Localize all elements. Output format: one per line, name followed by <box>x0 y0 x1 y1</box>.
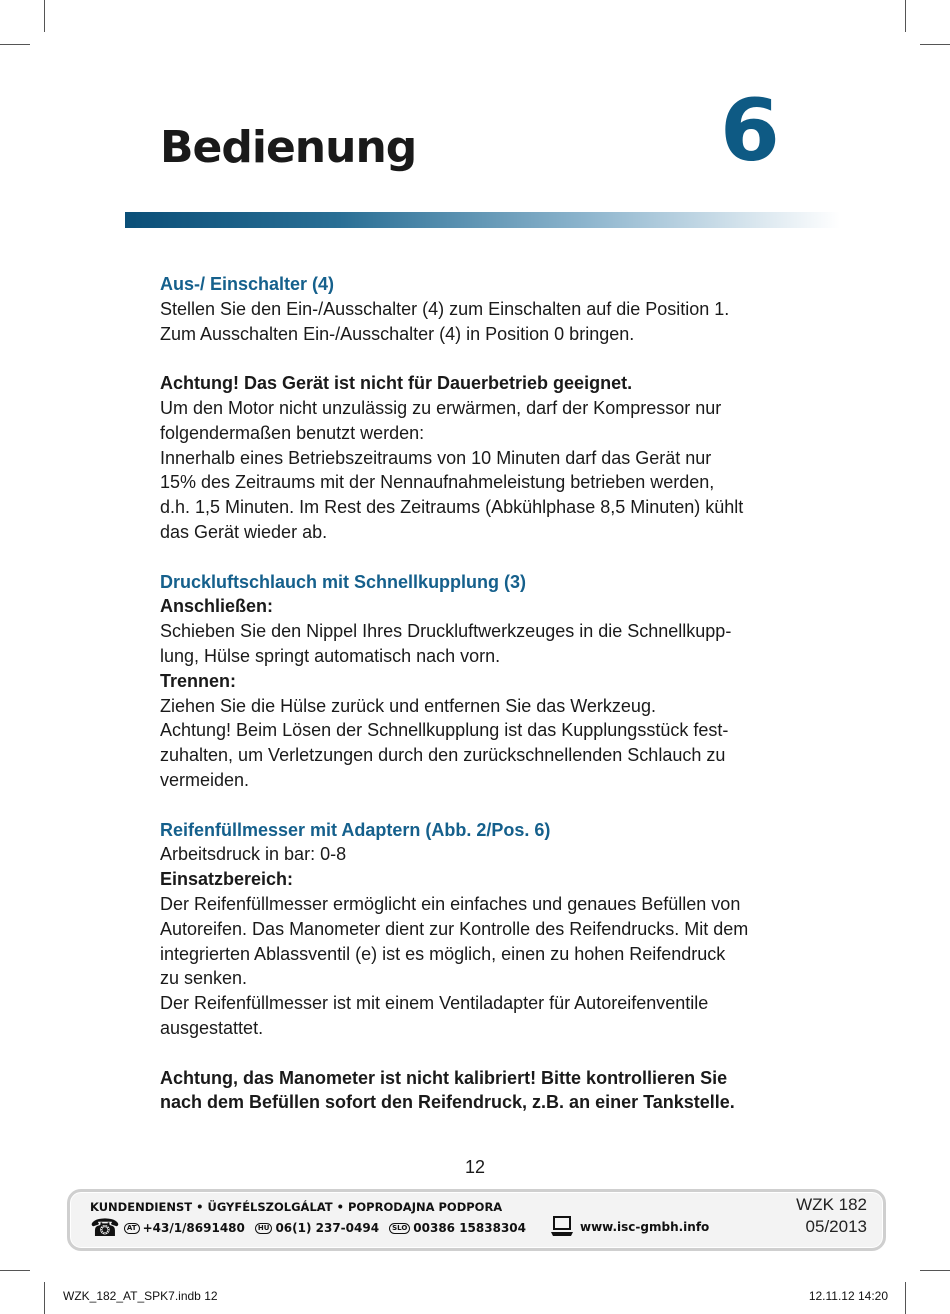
text-line: lung, Hülse springt automatisch nach vorn. <box>160 645 501 666</box>
text-line: d.h. 1,5 Minuten. Im Rest des Zeitraums (Abkühlphase 8,5 Minuten) kühlt <box>160 497 744 518</box>
crop-mark <box>905 1282 906 1314</box>
model-number: WZK 182 <box>796 1195 867 1214</box>
text-line: Um den Motor nicht unzulässig zu erwärmen, darf der Kompressor nur <box>160 397 722 418</box>
country-code-badge: AT <box>124 1223 140 1234</box>
connect-label: Anschließen: <box>160 596 274 617</box>
text-line: das Gerät wieder ab. <box>160 521 328 542</box>
section-heading-gauge: Reifenfüllmesser mit Adaptern (Abb. 2/Pos. 6) <box>160 819 551 840</box>
caution-heading: Achtung! Das Gerät ist nicht für Dauerbetrieb geeignet. <box>160 373 633 394</box>
text-line: folgendermaßen benutzt werden: <box>160 422 425 443</box>
pressure-line: Arbeitsdruck in bar: 0-8 <box>160 844 347 865</box>
section-heading-switch: Aus-/ Einschalter (4) <box>160 274 335 294</box>
page-number: 12 <box>464 1157 486 1177</box>
crop-mark <box>0 1270 30 1271</box>
text-line: Autoreifen. Das Manometer dient zur Kontrolle des Reifendrucks. Mit dem <box>160 918 749 939</box>
page-title: Bedienung <box>160 122 417 173</box>
service-label: KUNDENDIENST • ÜGYFÉLSZOLGÁLAT • POPRODAJNA PODPORA <box>90 1200 503 1214</box>
text-line: 15% des Zeitraums mit der Nennaufnahmeleistung betrieben werden, <box>160 472 715 493</box>
chapter-number: 6 <box>720 81 780 181</box>
crop-mark <box>44 0 45 32</box>
country-code-badge: HU <box>255 1223 273 1234</box>
usage-label: Einsatzbereich: <box>160 869 294 890</box>
print-slug-timestamp: 12.11.12 14:20 <box>808 1289 888 1303</box>
text-line: Der Reifenfüllmesser ermöglicht ein einfaches und genaues Befüllen von <box>160 893 741 914</box>
text-line: Zum Ausschalten Ein-/Ausschalter (4) in Position 0 bringen. <box>160 323 635 344</box>
text-line: zu senken. <box>160 968 248 989</box>
text-line: integrierten Ablassventil (e) ist es möglich, einen zu hohen Reifendruck <box>160 943 726 964</box>
text-line: Innerhalb eines Betriebszeitraums von 10 Minuten darf das Gerät nur <box>160 447 712 468</box>
text-line: zuhalten, um Verletzungen durch den zurückschnellenden Schlauch zu <box>160 745 726 766</box>
section-heading-hose: Druckluftschlauch mit Schnellkupplung (3) <box>160 571 527 592</box>
phone-number: 06(1) 237-0494 <box>275 1221 380 1235</box>
phone-row <box>90 1214 536 1242</box>
text-line: Schieben Sie den Nippel Ihres Druckluftwerkzeuges in die Schnellkupp- <box>160 621 732 642</box>
model-date: 05/2013 <box>805 1217 867 1236</box>
text-line: Stellen Sie den Ein-/Ausschalter (4) zum Einschalten auf die Position 1. <box>160 298 730 319</box>
warning-line: Achtung, das Manometer ist nicht kalibriert! Bitte kontrollieren Sie <box>160 1067 728 1088</box>
text-line: Achtung! Beim Lösen der Schnellkupplung ist das Kupplungsstück fest- <box>160 720 729 741</box>
header-gradient-band <box>125 212 840 228</box>
crop-mark <box>905 0 906 32</box>
text-line: Der Reifenfüllmesser ist mit einem Ventiladapter für Autoreifenventile <box>160 993 709 1014</box>
text-line: vermeiden. <box>160 769 250 790</box>
phone-number: 00386 15838304 <box>413 1221 526 1235</box>
crop-mark <box>920 44 950 45</box>
phone-number: +43/1/8691480 <box>142 1221 245 1235</box>
text-line: ausgestattet. <box>160 1017 264 1038</box>
disconnect-label: Trennen: <box>160 670 237 691</box>
crop-mark <box>44 1282 45 1314</box>
print-slug-file: WZK_182_AT_SPK7.indb 12 <box>63 1289 218 1303</box>
warning-line: nach dem Befüllen sofort den Reifendruck, z.B. an einer Tankstelle. <box>160 1092 735 1113</box>
model-info <box>796 1194 867 1238</box>
country-code-badge: SLO <box>389 1223 410 1234</box>
website-link[interactable]: www.isc-gmbh.info <box>580 1220 710 1234</box>
phone-icon: ☎ <box>90 1214 120 1242</box>
laptop-icon <box>550 1215 574 1237</box>
main-content <box>160 272 800 1115</box>
crop-mark <box>0 44 30 45</box>
text-line: Ziehen Sie die Hülse zurück und entfernen Sie das Werkzeug. <box>160 695 656 716</box>
crop-mark <box>920 1270 950 1271</box>
